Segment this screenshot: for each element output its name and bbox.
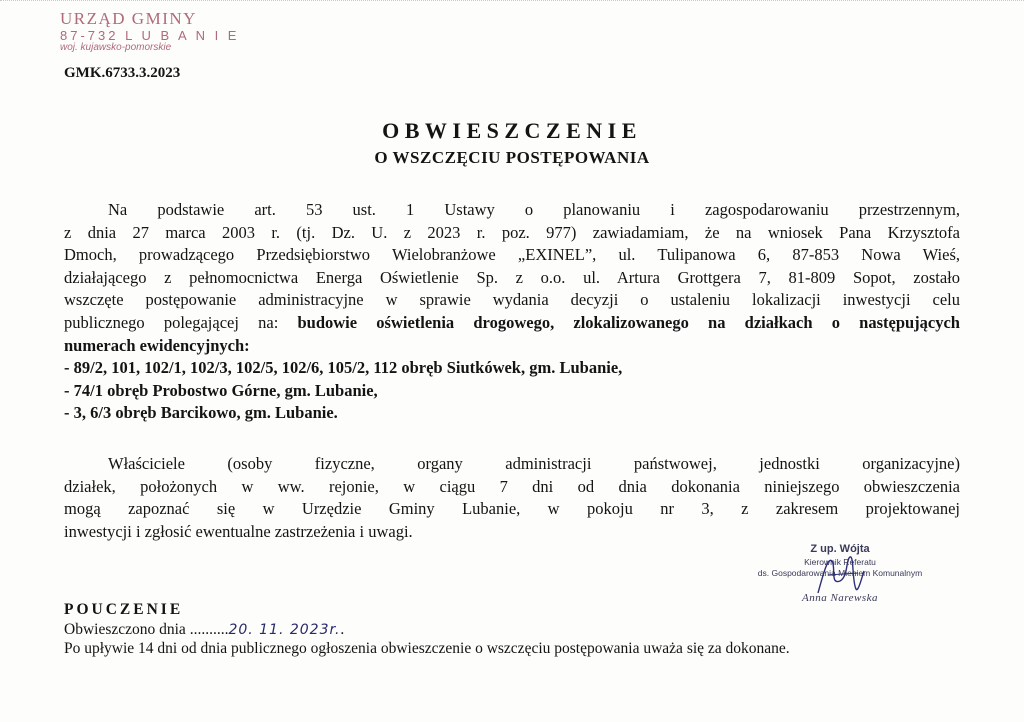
stamp-line-3: woj. kujawsko-pomorskie	[60, 42, 172, 53]
paragraph-line: Dmoch, prowadzącego Przedsiębiorstwo Wielobranżowe „EXINEL”, ul. Tulipanowa 6, 87-853 Nowa Wieś,	[64, 245, 960, 265]
paragraph-line: Właściciele (osoby fizyczne, organy administracji państwowej, jednostki organizacyjne)	[108, 454, 960, 473]
parcel-list-item: - 3, 6/3 obręb Barcikowo, gm. Lubanie.	[64, 403, 338, 423]
handwritten-date: 20. 11. 2023r.	[228, 622, 341, 638]
date-dots: ..........	[189, 621, 229, 638]
paragraph-line: działek, położonych w ww. rejonie, w ciągu 7 dni od dnia dokonania niniejszego obwieszczenia	[64, 476, 960, 496]
document-subtitle: O WSZCZĘCIU POSTĘPOWANIA	[374, 148, 650, 167]
paragraph-line-mixed	[64, 312, 960, 335]
announced-label: Obwieszczono dnia	[64, 621, 190, 638]
investment-description: budowie oświetlenia drogowego, zlokalizowanego na działkach o następujących	[297, 312, 960, 332]
paragraph-main	[64, 199, 960, 425]
final-statement: Po upływie 14 dni od dnia publicznego ogłoszenia obwieszczenie o wszczęciu postępowania uważa się za dokonane.	[64, 640, 790, 657]
paragraph-line: numerach ewidencyjnych:	[64, 335, 250, 355]
top-dotted-border	[0, 0, 1024, 1]
paragraph-line: wszczęte postępowanie administracyjne w sprawie wydania decyzji o ustaleniu lokalizacji inwestycji celu	[64, 290, 960, 310]
parcel-list-item: - 89/2, 101, 102/1, 102/3, 102/5, 102/6, 105/2, 112 obręb Siutkówek, gm. Lubanie,	[64, 358, 623, 378]
document-title: OBWIESZCZENIE	[382, 118, 642, 143]
paragraph-line: z dnia 27 marca 2003 r. (tj. Dz. U. z 2023 r. poz. 977) zawiadamiam, że na wniosek Pana Krzysztofa	[64, 222, 960, 242]
paragraph-line: inwestycji i zgłosić ewentualne zastrzeżenia i uwagi.	[64, 521, 413, 541]
handwritten-signature	[810, 551, 870, 601]
signature-line-1: Z up. Wójta	[810, 543, 870, 555]
stamp-line-1: URZĄD GMINY	[60, 9, 197, 28]
paragraph-line: działającego z pełnomocnictwa Energa Oświetlenie Sp. z o.o. ul. Artura Grottgera 7, 81-809 Sopot, zostało	[64, 267, 960, 287]
paragraph-line: Na podstawie art. 53 ust. 1 Ustawy o planowaniu i zagospodarowaniu przestrzennym,	[108, 200, 960, 219]
signature-line-3: ds. Gospodarowania Mieniem Komunalnym	[757, 568, 923, 578]
parcel-list-item: - 74/1 obręb Probostwo Górne, gm. Lubanie,	[64, 380, 378, 400]
reference-number: GMK.6733.3.2023	[64, 65, 181, 81]
office-stamp	[60, 10, 239, 53]
signatory-name: Anna Narewska	[801, 592, 879, 604]
paragraph-owners	[64, 453, 960, 543]
footer-heading: POUCZENIE	[64, 601, 184, 618]
paragraph-text: publicznego polegającej na:	[64, 312, 298, 332]
stamp-line-2: 87-732 L U B A N I E	[60, 28, 240, 43]
announcement-date-line	[64, 621, 344, 639]
date-dots: .	[340, 621, 345, 638]
paragraph-line: mogą zapoznać się w Urzędzie Gminy Lubanie, w pokoju nr 3, z zakresem projektowanej	[64, 499, 960, 519]
signature-stamp	[740, 543, 940, 604]
signature-line-2: Kierownik Referatu	[804, 557, 876, 567]
